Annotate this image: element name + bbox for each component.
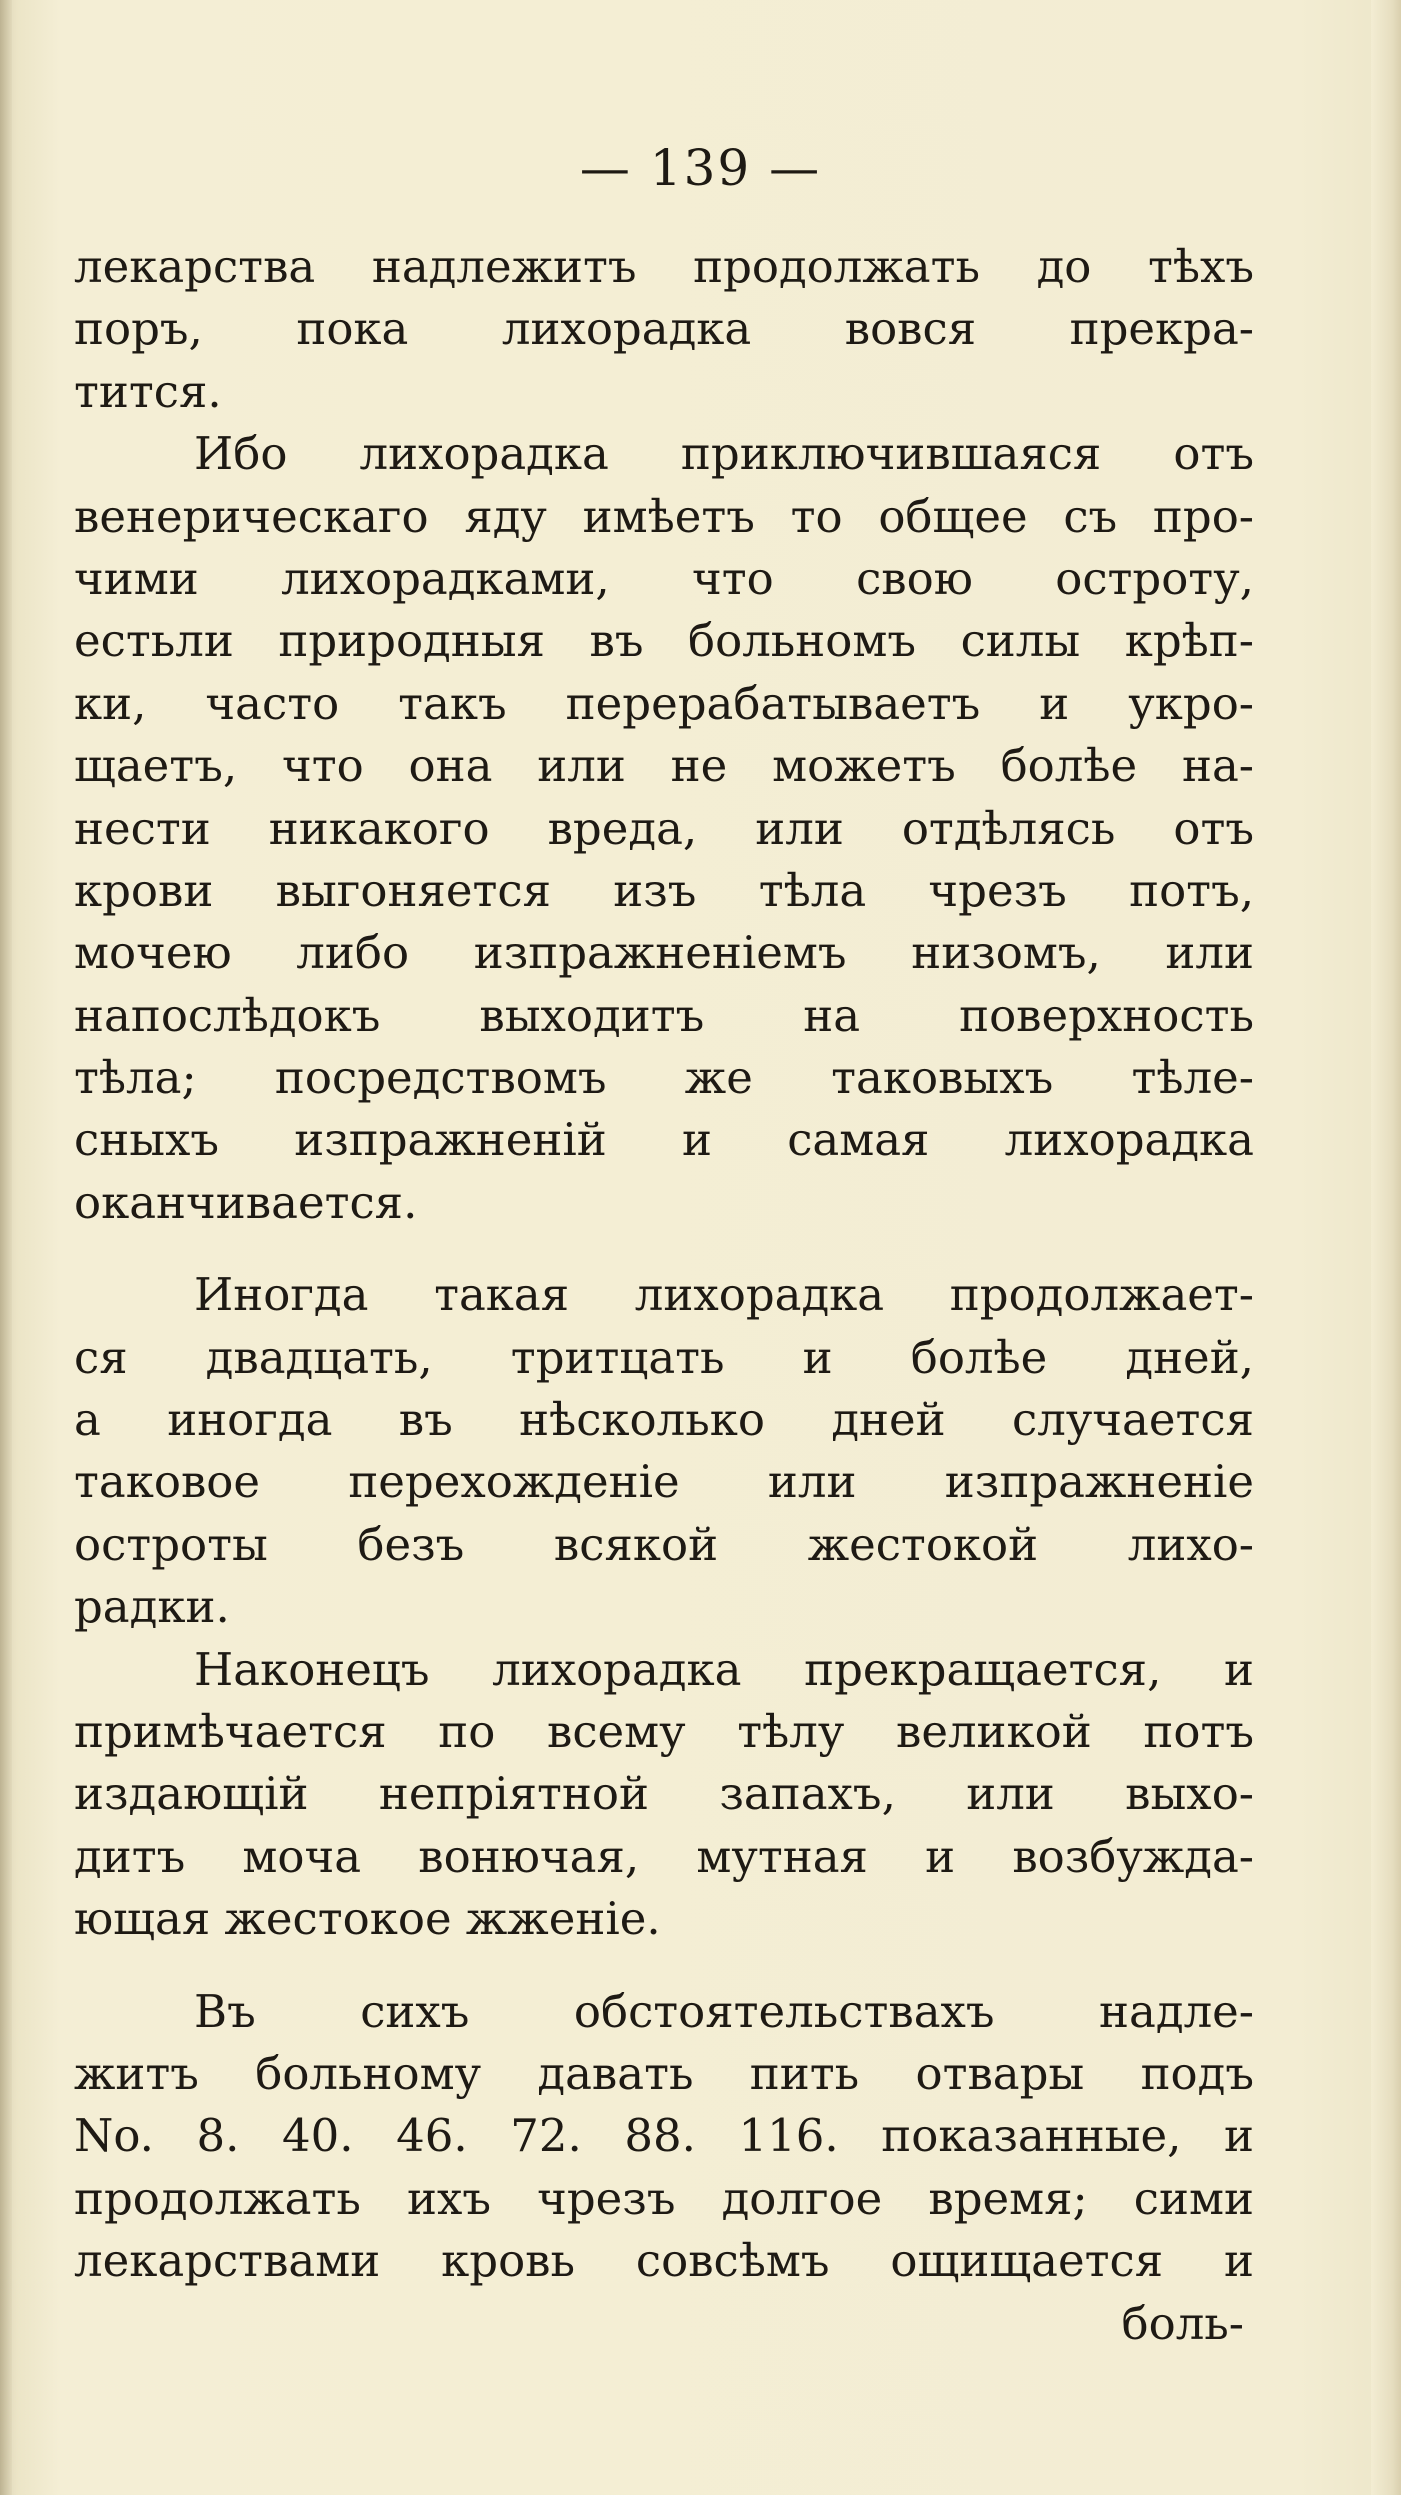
page-right-edge — [1371, 0, 1401, 2495]
text-line: дитъ моча вонючая, мутная и возбужда- — [74, 1829, 1254, 1883]
text-line: Въ сихъ обстоятельствахъ надле- — [194, 1984, 1254, 2038]
text-line: тится. — [74, 364, 222, 418]
text-line: житъ больному давать пить отвары подъ — [74, 2046, 1254, 2100]
paragraph — [74, 1264, 1254, 1638]
text-line: ки, часто такъ перерабатываетъ и укро- — [74, 676, 1254, 730]
text-line: мочею либо изпражненіемъ низомъ, или — [74, 926, 1254, 980]
paragraph — [74, 1639, 1254, 1951]
text-line: а иногда въ нѣсколько дней случается — [74, 1393, 1254, 1447]
text-line: ющая жестокое жженіе. — [74, 1892, 661, 1946]
page-number: — 139 — — [579, 139, 822, 197]
text-line: лекарства надлежитъ продолжать до тѣхъ — [74, 240, 1254, 293]
text-line: щаетъ, что она или не можетъ болѣе на- — [74, 739, 1254, 793]
text-line: чими лихорадками, что свою остроту, — [74, 551, 1254, 605]
catchword: боль- — [1121, 2296, 1244, 2350]
text-line: нести никакого вреда, или отдѣлясь отъ — [74, 801, 1254, 855]
paragraph — [74, 1981, 1254, 2293]
text-line: оканчивается. — [74, 1175, 418, 1229]
paragraph-gap — [74, 1951, 1254, 1981]
text-line: издающій непріятной запахъ, или выхо- — [74, 1767, 1254, 1821]
text-line: поръ, пока лихорадка вовся прекра- — [74, 302, 1254, 356]
text-line: Наконецъ лихорадка прекращается, и — [194, 1642, 1254, 1696]
paragraph — [74, 236, 1254, 423]
text-line: сныхъ изпражненій и самая лихорадка — [74, 1113, 1254, 1167]
text-line: естьли природныя въ больномъ силы крѣп- — [74, 614, 1254, 668]
text-line: таковое перехожденіе или изпражненіе — [74, 1455, 1254, 1509]
text-line: ся двадцать, тритцать и болѣе дней, — [74, 1330, 1254, 1384]
text-line: радки. — [74, 1580, 230, 1634]
paragraph — [74, 423, 1254, 1234]
text-line: напослѣдокъ выходитъ на поверхность — [74, 988, 1254, 1042]
text-line: продолжать ихъ чрезъ долгое время; сими — [74, 2171, 1254, 2225]
text-line: тѣла; посредствомъ же таковыхъ тѣле- — [74, 1051, 1254, 1105]
body-text — [74, 236, 1254, 2355]
paragraph-gap — [74, 1234, 1254, 1264]
page-spine-edge — [0, 0, 12, 2495]
text-line: примѣчается по всему тѣлу великой потъ — [74, 1704, 1254, 1758]
text-line: Иногда такая лихорадка продолжает- — [194, 1268, 1254, 1322]
text-line: Ибо лихорадка приключившаяся отъ — [194, 427, 1254, 481]
text-line: крови выгоняется изъ тѣла чрезъ потъ, — [74, 863, 1254, 917]
text-line: лекарствами кровь совсѣмъ ощищается и — [74, 2234, 1254, 2288]
text-line: венерическаго яду имѣетъ то общее съ про- — [74, 489, 1254, 543]
text-line: остроты безъ всякой жестокой лихо- — [74, 1517, 1254, 1571]
text-line: No. 8. 40. 46. 72. 88. 116. показанные, и — [74, 2109, 1254, 2163]
